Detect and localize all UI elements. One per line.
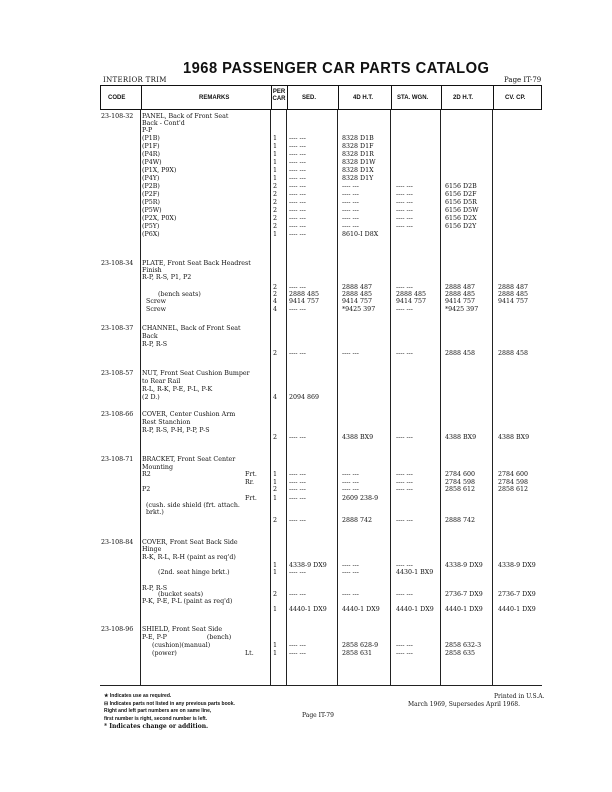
page-number-bottom: Page IT-79 [302,712,334,719]
cell-d4: 2858 628-9 [342,642,379,649]
cell-d2: 6156 D2B [445,183,477,190]
cell-d4: ---- --- [342,223,359,230]
cell-rem: brkt.) [142,509,164,516]
cell-sed: ---- --- [289,143,306,150]
cell-sed: ---- --- [289,284,306,291]
cell-sw: ---- --- [396,471,413,478]
cell-cv: 4338-9 DX9 [498,562,536,569]
cell-d2: 2736-7 DX9 [445,591,483,598]
cell-cv: 9414 757 [498,298,529,305]
cell-d4: 8610-I D8X [342,231,379,238]
cell-qty: 1 [273,159,278,166]
cell-rem: Hinge [142,546,162,553]
cell-sed: ---- --- [289,517,306,524]
cell-sed: 2094 869 [289,394,320,401]
footer-note: * Indicates change or addition. [104,723,209,730]
cell-sw: ---- --- [396,350,413,357]
cell-qty: 1 [273,231,278,238]
cell-rem: (2nd. seat hinge brkt.) [142,569,230,576]
cell-rem: to Rear Rail [142,378,181,385]
cell-sw: ---- --- [396,207,413,214]
cell-d4: ---- --- [342,479,359,486]
cell-rem: (P1F) [142,143,160,150]
cell-d2: 2888 742 [445,517,476,524]
cell-sed: ---- --- [289,650,306,657]
cell-qty: 4 [273,298,278,305]
cell-rem: (2 D.) [142,394,160,401]
cell-sw: ---- --- [396,191,413,198]
cell-code: 23-108-71 [101,456,134,463]
cell-sed: ---- --- [289,495,306,502]
cell-sw: ---- --- [396,183,413,190]
cell-cv: 2888 458 [498,350,529,357]
cell-qty: 2 [273,207,278,214]
cell-qty: 1 [273,175,278,182]
cell-rem: (P4Y) [142,175,160,182]
cell-rem: (P4R) [142,151,160,158]
cell-rem: BRACKET, Front Seat Center [142,456,236,463]
cell-rem: P-P [142,127,153,134]
cell-sed: ---- --- [289,306,306,313]
cell-d4: 2888 742 [342,517,373,524]
cell-rem: (cush. side shield (frt. attach. [142,502,240,509]
cell-d4: ---- --- [342,207,359,214]
cell-rem: COVER, Front Seat Back Side [142,539,238,546]
cell-qty: 2 [273,517,278,524]
cell-d4: 4388 BX9 [342,434,374,441]
cell-d4: ---- --- [342,562,359,569]
cell-sw: ---- --- [396,479,413,486]
cell-d2: 2858 632-3 [445,642,482,649]
cell-sw: ---- --- [396,284,413,291]
cell-rem: (bench seats) [142,291,201,298]
cell-qty: 2 [273,486,278,493]
cell-qty: 2 [273,223,278,230]
cell-d4: ---- --- [342,191,359,198]
cell-sed: ---- --- [289,471,306,478]
col-car: CAR [272,96,286,102]
col-per: PER [272,89,286,95]
cell-sed: ---- --- [289,434,306,441]
cell-sed: ---- --- [289,569,306,576]
cell-sw: ---- --- [396,591,413,598]
cell-sw: ---- --- [396,434,413,441]
cell-qty: 2 [273,591,278,598]
cell-sed: ---- --- [289,207,306,214]
cell-d4: 8328 D1F [342,143,374,150]
cell-d2: 6156 D2F [445,191,477,198]
cell-rem: P-E, P-P (bench) [142,634,232,641]
cell-sed: 9414 757 [289,298,320,305]
col-2d-ht: 2D H.T. [453,95,474,101]
cell-sw: ---- --- [396,223,413,230]
cell-d2: 2858 635 [445,650,476,657]
cell-rem: CHANNEL, Back of Front Seat [142,325,241,332]
cell-d4: 8328 D1R [342,151,374,158]
cell-qty: 1 [273,650,278,657]
cell-cv: 4440-1 DX9 [498,606,536,613]
cell-sw: 4430-1 BX9 [396,569,434,576]
col-sta-wgn: STA. WGN. [397,95,429,101]
cell-sed: ---- --- [289,175,306,182]
cell-sw: 9414 757 [396,298,427,305]
page-number-top: Page IT-79 [504,76,542,84]
cell-rem: (P2B) [142,183,160,190]
cell-rem: R-P, R-S, P-H, P-P, P-S [142,427,210,434]
section-label: INTERIOR TRIM [103,76,167,84]
cell-qty: 1 [273,495,278,502]
footer-note: ⊟ Indicates parts not listed in any previous parts book. [104,700,235,707]
column-header-bar [100,85,542,110]
catalog-title: 1968 PASSENGER CAR PARTS CATALOG [183,60,490,77]
cell-rem: Screw [142,298,166,305]
cell-side: Lt. [245,650,254,657]
cell-side: Frt. [245,471,257,478]
cell-d4: 2609 238-9 [342,495,379,502]
cell-d2: 2784 598 [445,479,476,486]
cell-qty: 2 [273,215,278,222]
cell-rem: (P2F) [142,191,160,198]
cell-sw: ---- --- [396,562,413,569]
cell-sed: ---- --- [289,183,306,190]
cell-rem: PLATE, Front Seat Back Headrest [142,260,251,267]
cell-qty: 1 [273,569,278,576]
cell-qty: 2 [273,350,278,357]
cell-code: 23-108-37 [101,325,134,332]
cell-rem: (cushion)(manual) [142,642,211,649]
cell-qty: 1 [273,642,278,649]
cell-code: 23-108-66 [101,411,134,418]
cell-rem: (P4W) [142,159,162,166]
cell-side: Rr. [245,479,255,486]
cell-rem: PANEL, Back of Front Seat [142,113,229,120]
cell-d4: 8328 D1X [342,167,374,174]
cell-d2: 9414 757 [445,298,476,305]
cell-rem: Screw [142,306,166,313]
cell-rem: Mounting [142,464,173,471]
cell-code: 23-108-84 [101,539,134,546]
cell-rem: P2 [142,486,151,493]
cell-qty: 1 [273,167,278,174]
cell-sed: ---- --- [289,591,306,598]
cell-qty: 2 [273,183,278,190]
cell-d2: 2888 487 [445,284,476,291]
cell-qty: 1 [273,479,278,486]
cell-d2: 4440-1 DX9 [445,606,483,613]
cell-d4: 8328 D1B [342,135,374,142]
cell-rem: R2 [142,471,151,478]
cell-qty: 1 [273,135,278,142]
cell-d2: 4388 BX9 [445,434,477,441]
cell-rem: Finish [142,267,162,274]
cell-d4: ---- --- [342,350,359,357]
cell-rem: (P5R) [142,199,160,206]
cell-rem: R-P, R-S [142,341,168,348]
cell-d4: ---- --- [342,591,359,598]
cell-sed: ---- --- [289,191,306,198]
cell-d2: 2888 485 [445,291,476,298]
cell-sed: ---- --- [289,642,306,649]
cell-qty: 1 [273,562,278,569]
cell-qty: 2 [273,434,278,441]
cell-sed: ---- --- [289,215,306,222]
cell-rem: R-K, R-L, R-H (paint as req'd) [142,554,236,561]
cell-sw: ---- --- [396,517,413,524]
cell-d2: *9425 397 [445,306,479,313]
cell-d4: ---- --- [342,215,359,222]
cell-rem: NUT, Front Seat Cushion Bumper [142,370,250,377]
cell-sw: ---- --- [396,650,413,657]
footer-note: ★ Indicates use as required. [104,693,172,699]
cell-qty: 4 [273,306,278,313]
cell-d2: 6156 D2Y [445,223,477,230]
cell-cv: 2888 485 [498,291,529,298]
cell-qty: 1 [273,143,278,150]
cell-rem: R-P, R-S, P1, P2 [142,274,192,281]
cell-d2: 6156 D2X [445,215,477,222]
cell-rem: (P5Y) [142,223,160,230]
cell-cv: 2784 600 [498,471,529,478]
printed-label: Printed in U.S.A. [494,693,545,700]
cell-rem: Back [142,333,158,340]
cell-qty: 2 [273,191,278,198]
cell-rem: R-P, R-S [142,585,168,592]
footer-notes [104,693,235,731]
cell-cv: 4388 BX9 [498,434,530,441]
col-cv-cp: CV. CP. [505,95,526,101]
cell-d4: 2888 485 [342,291,373,298]
cell-d4: ---- --- [342,569,359,576]
cell-d4: ---- --- [342,183,359,190]
cell-rem: P-K, P-E, P-L (paint as req'd) [142,598,233,605]
cell-qty: 2 [273,199,278,206]
cell-sw: ---- --- [396,642,413,649]
cell-d4: 8328 D1W [342,159,376,166]
footer-note: Right and left part numbers are on same line, [104,708,212,714]
cell-sed: 2888 485 [289,291,320,298]
cell-sed: ---- --- [289,167,306,174]
cell-sed: ---- --- [289,151,306,158]
cell-d4: *9425 397 [342,306,376,313]
cell-cv: 2784 598 [498,479,529,486]
cell-sw: ---- --- [396,199,413,206]
cell-rem: (P1X, P9X) [142,167,177,174]
cell-d4: 2888 487 [342,284,373,291]
cell-d4: 9414 757 [342,298,373,305]
cell-sed: ---- --- [289,486,306,493]
cell-sw: ---- --- [396,306,413,313]
cell-sed: ---- --- [289,479,306,486]
cell-rem: Rest Stanchion [142,419,191,426]
cell-d4: ---- --- [342,471,359,478]
cell-sed: 4440-1 DX9 [289,606,327,613]
cell-d4: ---- --- [342,486,359,493]
col-sed: SED. [302,95,317,101]
cell-cv: 2888 487 [498,284,529,291]
cell-sw: ---- --- [396,486,413,493]
col-4d-ht: 4D H.T. [353,95,374,101]
cell-sw: 2888 485 [396,291,427,298]
cell-rem: (P5W) [142,207,162,214]
cell-rem: (P1B) [142,135,160,142]
cell-qty: 2 [273,284,278,291]
cell-rem: (power) [142,650,177,657]
cell-sed: ---- --- [289,350,306,357]
col-code: CODE [108,95,126,101]
cell-sed: 4338-9 DX9 [289,562,327,569]
cell-rem: R-L, R-K, P-E, P-L, P-K [142,386,213,393]
cell-code: 23-108-32 [101,113,134,120]
footer-note: first number is right, second number is left. [104,715,208,722]
cell-rem: COVER, Center Cushion Arm [142,411,236,418]
cell-d4: ---- --- [342,199,359,206]
cell-sw: 4440-1 DX9 [396,606,434,613]
cell-d2: 2858 612 [445,486,476,493]
cell-sed: ---- --- [289,135,306,142]
cell-d2: 4338-9 DX9 [445,562,483,569]
cell-code: 23-108-96 [101,626,134,633]
cell-d4: 2858 631 [342,650,373,657]
cell-qty: 2 [273,291,278,298]
cell-d4: 8328 D1Y [342,175,374,182]
cell-sed: ---- --- [289,159,306,166]
cell-sed: ---- --- [289,231,306,238]
supersede-date: March 1969, Supersedes April 1968. [408,701,521,708]
cell-cv: 2858 612 [498,486,529,493]
cell-d2: 6156 D5W [445,207,479,214]
cell-d4: 4440-1 DX9 [342,606,380,613]
cell-qty: 1 [273,471,278,478]
cell-cv: 2736-7 DX9 [498,591,536,598]
cell-qty: 1 [273,606,278,613]
col-remarks: REMARKS [199,95,230,101]
cell-code: 23-108-34 [101,260,134,267]
cell-sed: ---- --- [289,199,306,206]
cell-rem: (bucket seats) [142,591,204,598]
cell-sw: ---- --- [396,215,413,222]
cell-rem: (P6X) [142,231,160,238]
cell-qty: 1 [273,151,278,158]
cell-d2: 2888 458 [445,350,476,357]
cell-qty: 4 [273,394,278,401]
cell-rem: SHIELD, Front Seat Side [142,626,223,633]
cell-d2: 6156 D5R [445,199,477,206]
cell-code: 23-108-57 [101,370,134,377]
cell-d2: 2784 600 [445,471,476,478]
cell-rem: (P2X, P0X) [142,215,177,222]
cell-side: Frt. [245,495,257,502]
cell-rem: Back - Cont'd [142,120,185,127]
cell-sed: ---- --- [289,223,306,230]
